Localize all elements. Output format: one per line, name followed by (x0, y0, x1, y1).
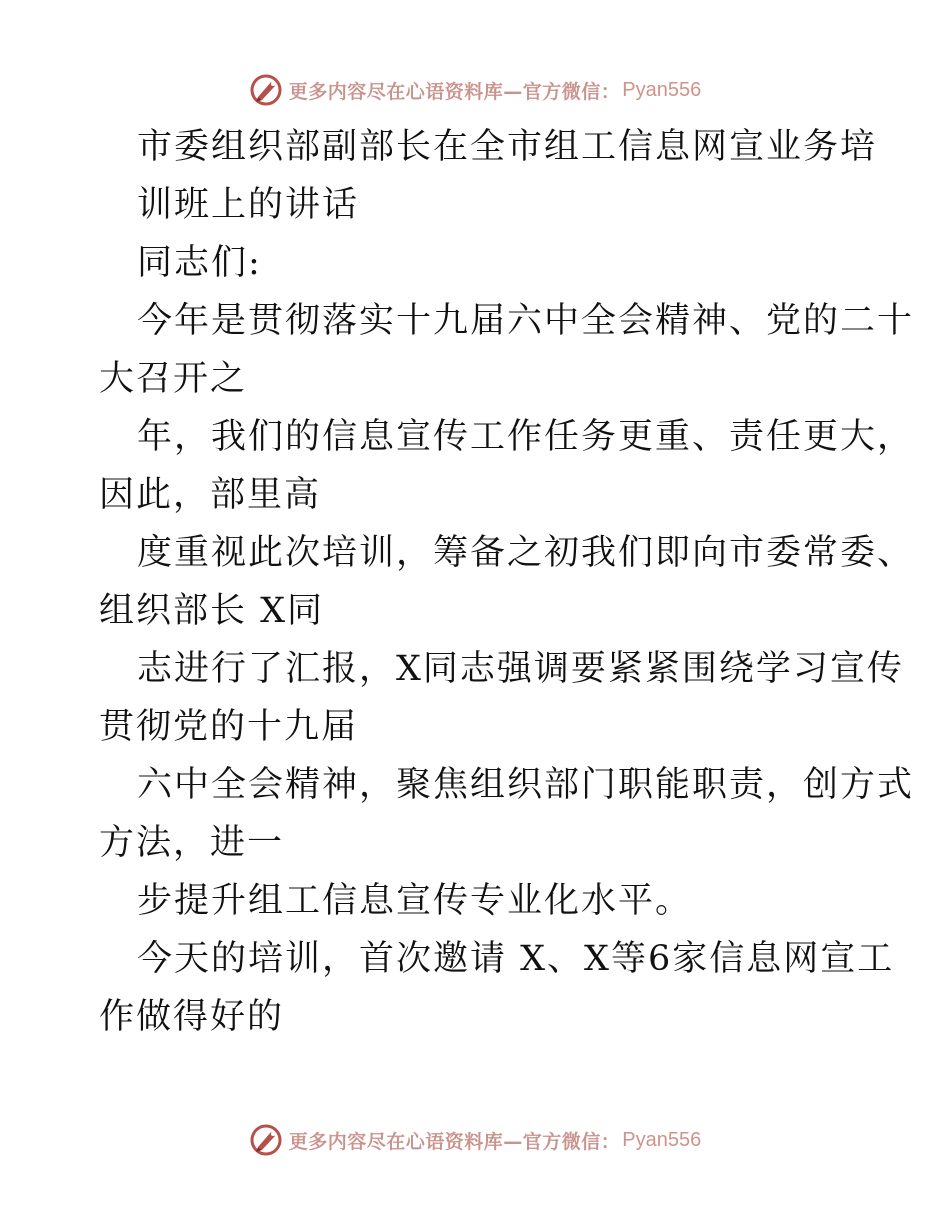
footer-banner-text: 更多内容尽在心语资料库—官方微信： (288, 1130, 621, 1153)
document-title-line-2: 训班上的讲话 (137, 185, 360, 225)
brand-logo-icon (249, 73, 283, 107)
footer-banner (0, 1120, 950, 1160)
paragraph-line: 年，我们的信息宣传工作任务更重、责任更大， (137, 417, 915, 457)
document-title-line-1: 市委组织部副部长在全市组工信息网宣业务培 (137, 127, 878, 167)
paragraph-line: 作做得好的 (99, 997, 285, 1037)
paragraph-line: 今天的培训，首次邀请 X、X等6家信息网宣工 (137, 939, 895, 979)
footer-wechat-id: Pyan556 (622, 1128, 702, 1151)
paragraph-line: 六中全会精神，聚焦组织部门职能职责，创方式 (137, 765, 915, 805)
paragraph-line: 因此，部里高 (99, 475, 322, 515)
header-banner (0, 70, 950, 110)
paragraph-line: 大召开之 (99, 359, 248, 399)
paragraph-line: 度重视此次培训，筹备之初我们即向市委常委、 (137, 533, 915, 573)
header-banner-text: 更多内容尽在心语资料库—官方微信： (288, 80, 621, 103)
paragraph-line: 方法，进一 (99, 823, 285, 863)
paragraph-line: 志进行了汇报，X同志强调要紧紧围绕学习宣传 (137, 649, 904, 689)
salutation: 同志们: (137, 243, 262, 283)
paragraph-line: 今年是贯彻落实十九届六中全会精神、党的二十 (137, 301, 915, 341)
paragraph-line: 贯彻党的十九届 (99, 707, 359, 747)
brand-logo-icon (249, 1123, 283, 1157)
header-wechat-id: Pyan556 (622, 78, 702, 101)
paragraph-line: 组织部长 X同 (99, 591, 325, 631)
paragraph-line: 步提升组工信息宣传专业化水平。 (137, 881, 693, 921)
